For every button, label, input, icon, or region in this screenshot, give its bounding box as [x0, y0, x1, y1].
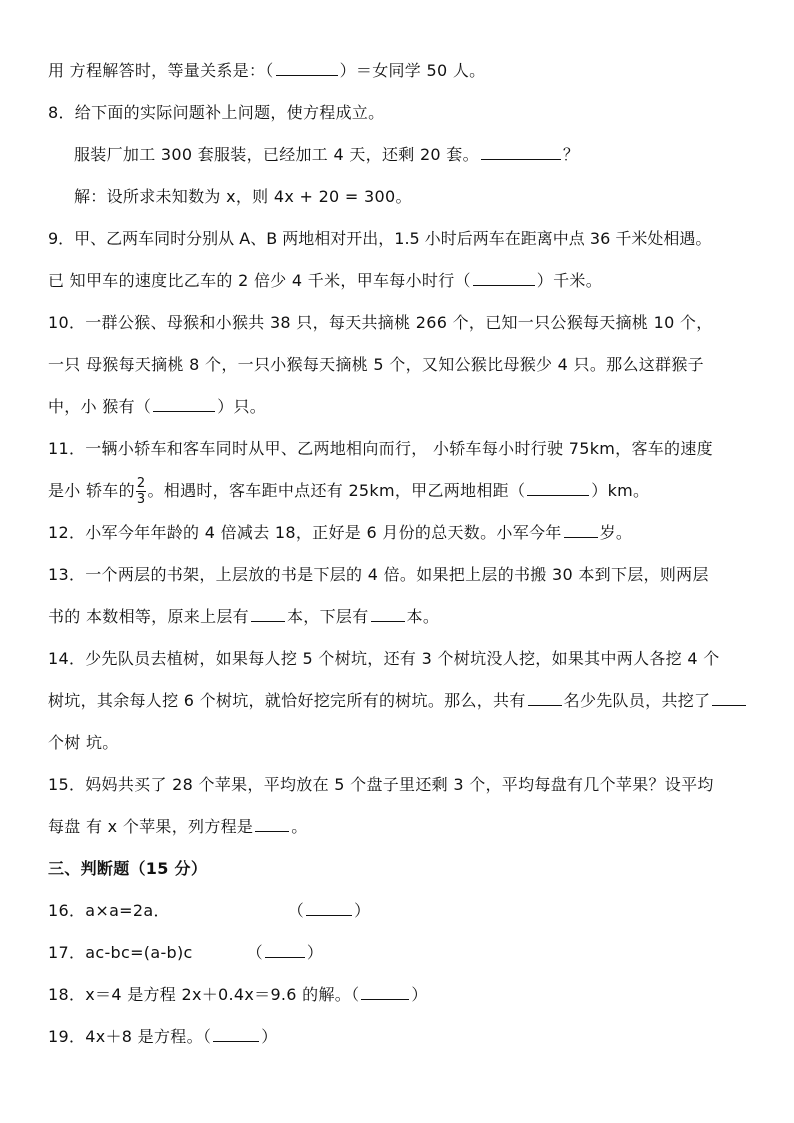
q11-line2: 是小 轿车的 $\frac{2}{3}$ 。相遇时，客车距中点还有 25km，甲乙两地相距（ ）km。: [48, 476, 650, 507]
fraction-two-thirds: $\frac{2}{3}$: [136, 476, 146, 507]
answer-blank[interactable]: [361, 984, 409, 1000]
q13-line1: 13．一个两层的书架，上层放的书是下层的 4 倍。如果把上层的书搬 30 本到下层，则两层: [48, 565, 709, 584]
q14-line2: 树坑，其余每人挖 6 个树坑，就恰好挖完所有的树坑。那么，共有 名少先队员，共挖了: [48, 690, 748, 712]
answer-blank[interactable]: [564, 522, 598, 538]
answer-blank[interactable]: [276, 60, 338, 76]
q14-line3: 个树 坑。: [48, 733, 119, 752]
q17: 17．ac-bc=(a-b)c （ ）: [48, 943, 324, 962]
q10-line3: 中，小 猴有（ ）只。: [48, 397, 267, 416]
q8-line1: 服装厂加工 300 套服装，已经加工 4 天，还剩 20 套。 ？: [74, 145, 580, 164]
answer-blank[interactable]: [251, 606, 285, 622]
q8-stem: 8．给下面的实际问题补上问题，使方程成立。: [48, 103, 385, 122]
q11-line1: 11．一辆小轿车和客车同时从甲、乙两地相向而行， 小轿车每小时行驶 75km，客车的速度: [48, 439, 713, 458]
q10-line2: 一只 母猴每天摘桃 8 个，一只小猴每天摘桃 5 个，又知公猴比母猴少 4 只。那么这群猴子: [48, 355, 704, 374]
answer-blank[interactable]: [153, 396, 215, 412]
answer-blank[interactable]: [265, 942, 305, 958]
q9-line1: 9．甲、乙两车同时分别从 A、B 两地相对开出，1.5 小时后两车在距离中点 36 千米处相遇。: [48, 229, 712, 248]
answer-blank[interactable]: [371, 606, 405, 622]
q12: 12．小军今年年龄的 4 倍减去 18，正好是 6 月份的总天数。小军今年 岁。: [48, 523, 633, 542]
q15-line1: 15．妈妈共买了 28 个苹果，平均放在 5 个盘子里还剩 3 个，平均每盘有几个苹果？设平均: [48, 775, 714, 794]
q19: 19．4x＋8 是方程。（ ）: [48, 1027, 278, 1046]
answer-blank[interactable]: [306, 900, 352, 916]
q18: 18．x＝4 是方程 2x＋0.4x＝9.6 的解。（ ）: [48, 985, 428, 1004]
answer-blank[interactable]: [712, 690, 746, 706]
answer-blank[interactable]: [213, 1026, 259, 1042]
q14-line1: 14．少先队员去植树，如果每人挖 5 个树坑，还有 3 个树坑没人挖，如果其中两人各挖 4 个: [48, 649, 720, 668]
q8-line2: 解：设所求未知数为 x，则 4x + 20 = 300。: [74, 187, 412, 206]
q16: 16．a×a=2a． （ ）: [48, 901, 371, 920]
answer-blank[interactable]: [473, 270, 535, 286]
q15-line2: 每盘 有 x 个苹果，列方程是 。: [48, 817, 308, 836]
section-heading: 三、判断题（15 分）: [48, 859, 208, 878]
q10-line1: 10．一群公猴、母猴和小猴共 38 只，每天共摘桃 266 个，已知一只公猴每天摘桃 10 个，: [48, 313, 713, 332]
q13-line2: 书的 本数相等，原来上层有 本，下层有 本。: [48, 607, 440, 626]
answer-blank[interactable]: [527, 480, 589, 496]
answer-blank[interactable]: [481, 144, 561, 160]
answer-blank[interactable]: [528, 690, 562, 706]
q7-tail: 用 方程解答时，等量关系是：（ ）＝女同学 50 人。: [48, 61, 486, 80]
q9-line2: 已 知甲车的速度比乙车的 2 倍少 4 千米，甲车每小时行（ ）千米。: [48, 271, 602, 290]
answer-blank[interactable]: [255, 816, 289, 832]
